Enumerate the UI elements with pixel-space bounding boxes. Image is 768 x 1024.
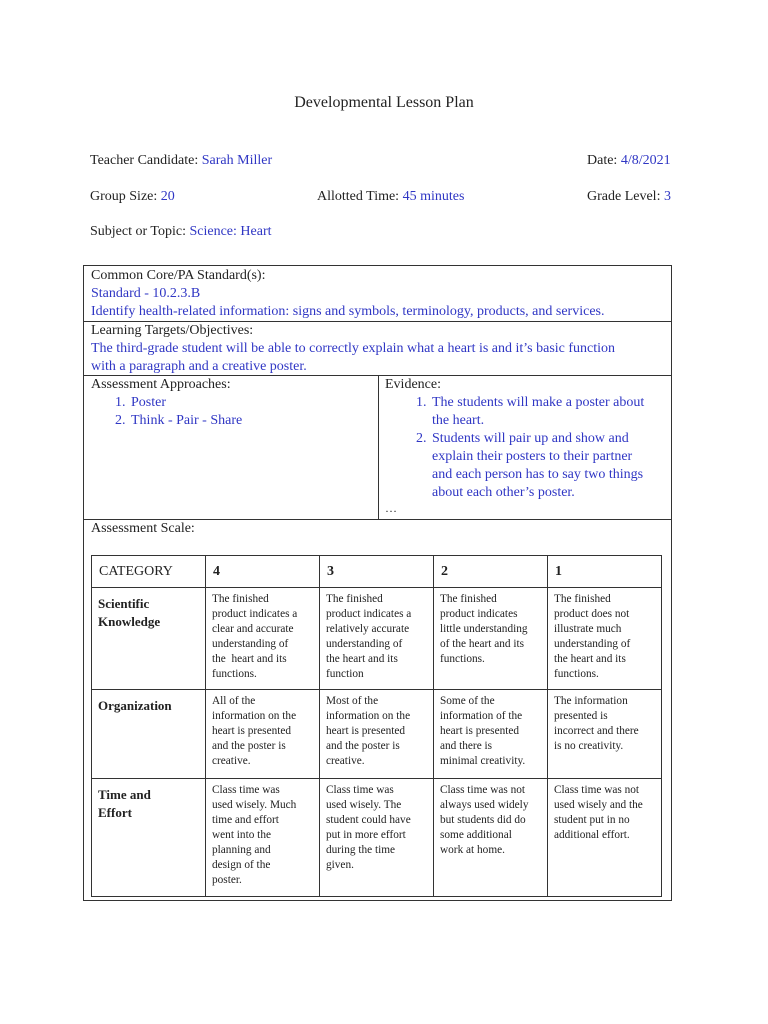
cell-line: student put in no [554, 814, 630, 826]
objectives-line-2: with a paragraph and a creative poster. [91, 359, 307, 374]
evidence-item [430, 430, 670, 502]
cell-line: design of the [212, 859, 271, 871]
assessment-item: 2. Think - Pair - Share [129, 412, 371, 430]
rubric-cell [206, 588, 320, 690]
rubric-category [92, 779, 206, 897]
cell-line: put in more effort [326, 829, 406, 841]
evidence-list [385, 394, 670, 502]
evidence-line: explain their posters to their partner [432, 449, 633, 464]
rubric-header-score: 4 [206, 556, 320, 588]
grade-level-value: 3 [663, 189, 671, 204]
cell-line: product indicates [440, 608, 518, 620]
cell-line: illustrate much [554, 623, 622, 635]
cell-line: during the time [326, 844, 396, 856]
assessment-list [91, 394, 371, 430]
cell-line: Class time was [326, 784, 394, 796]
date-field [587, 153, 671, 169]
cell-line: the heart and its [326, 653, 398, 665]
cell-line: functions. [440, 653, 485, 665]
cell-line: Class time was not [440, 784, 526, 796]
cell-line: functions. [554, 668, 599, 680]
rubric-row [92, 588, 662, 690]
cell-line: information of the [440, 710, 523, 722]
cell-line: minimal creativity. [440, 755, 526, 767]
cell-line: additional effort. [554, 829, 630, 841]
category-line: Knowledge [98, 614, 161, 629]
cell-line: poster. [212, 874, 242, 886]
date-value: 4/8/2021 [620, 153, 671, 168]
cell-line: product does not [554, 608, 630, 620]
rubric-category [92, 588, 206, 690]
standards-label: Common Core/PA Standard(s): [91, 268, 266, 283]
assessment-section [91, 376, 371, 430]
cell-line: and there is [440, 740, 493, 752]
cell-line: time and effort [212, 814, 279, 826]
allotted-time-label: Allotted Time: [317, 189, 400, 204]
cell-line: The finished [440, 593, 497, 605]
cell-line: Class time was [212, 784, 280, 796]
cell-line: heart is presented [212, 725, 292, 737]
evidence-line: and each person has to say two things [432, 467, 644, 482]
cell-line: incorrect and there [554, 725, 639, 737]
assessment-item: 1. Poster [129, 394, 371, 412]
cell-line: information on the [326, 710, 411, 722]
teacher-candidate-label: Teacher Candidate: [90, 153, 199, 168]
standards-section [91, 267, 666, 321]
cell-line: some additional [440, 829, 512, 841]
cell-line: used wisely. The [326, 799, 402, 811]
page-title: Developmental Lesson Plan [294, 94, 474, 111]
cell-line: always used widely [440, 799, 529, 811]
rubric-row [92, 779, 662, 897]
cell-line: given. [326, 859, 354, 871]
group-size-field [90, 189, 175, 205]
cell-line: understanding of [212, 638, 289, 650]
cell-line: used wisely. Much [212, 799, 297, 811]
evidence-item [430, 394, 670, 430]
rubric-cell [206, 690, 320, 779]
cell-line: clear and accurate [212, 623, 294, 635]
subject-value: Science: Heart [189, 224, 272, 239]
cell-line: planning and [212, 844, 271, 856]
cell-line: but students did do [440, 814, 526, 826]
rubric-cell [320, 588, 434, 690]
cell-line: presented is [554, 710, 608, 722]
rubric-header-score: 2 [434, 556, 548, 588]
evidence-line: about each other’s poster. [432, 485, 575, 500]
cell-line: The information [554, 695, 628, 707]
rubric-cell [434, 588, 548, 690]
cell-line: product indicates a [326, 608, 412, 620]
teacher-candidate-field [90, 153, 272, 169]
objectives-line-1: The third-grade student will be able to correctly explain what a heart is and it’s basic function [91, 341, 616, 356]
assessment-label: Assessment Approaches: [91, 377, 231, 392]
rubric-cell [548, 588, 662, 690]
cell-line: creative. [326, 755, 365, 767]
scale-label: Assessment Scale: [91, 521, 195, 536]
cell-line: The finished [212, 593, 269, 605]
divider [378, 375, 379, 519]
rubric-table [91, 555, 662, 897]
cell-line: relatively accurate [326, 623, 410, 635]
cell-line: work at home. [440, 844, 505, 856]
cell-line: Most of the [326, 695, 379, 707]
objectives-section [91, 322, 666, 376]
rubric-cell [434, 690, 548, 779]
cell-line: went into the [212, 829, 271, 841]
cell-line: is no creativity. [554, 740, 624, 752]
lesson-plan-table [83, 265, 672, 901]
cell-line: understanding of [326, 638, 403, 650]
rubric-row [92, 690, 662, 779]
cell-line: heart is presented [440, 725, 520, 737]
cell-line: Class time was not [554, 784, 640, 796]
standards-code: Standard - 10.2.3.B [91, 286, 201, 301]
rubric-cell [548, 690, 662, 779]
rubric-category [92, 690, 206, 779]
cell-line: Some of the [440, 695, 495, 707]
allotted-time-value: 45 minutes [402, 189, 465, 204]
rubric-header-score: 3 [320, 556, 434, 588]
cell-line: function [326, 668, 364, 680]
date-label: Date: [587, 153, 618, 168]
rubric-header-category: CATEGORY [92, 556, 206, 588]
cell-line: and the poster is [326, 740, 400, 752]
cell-line: heart is presented [326, 725, 406, 737]
cell-line: information on the [212, 710, 297, 722]
teacher-candidate-value: Sarah Miller [201, 153, 273, 168]
cell-line: product indicates a [212, 608, 298, 620]
cell-line: little understanding [440, 623, 528, 635]
cell-line: functions. [212, 668, 257, 680]
rubric-cell [548, 779, 662, 897]
evidence-line: the heart. [432, 413, 485, 428]
cell-line: The finished [326, 593, 383, 605]
allotted-time-field [317, 189, 464, 205]
rubric-cell [320, 690, 434, 779]
cell-line: used wisely and the [554, 799, 643, 811]
evidence-trailing: … [385, 501, 397, 515]
subject-label: Subject or Topic: [90, 224, 186, 239]
cell-line: understanding of [554, 638, 631, 650]
category-line: Effort [98, 805, 132, 820]
cell-line: the heart and its [212, 653, 287, 665]
category-line: Organization [98, 698, 172, 713]
cell-line: of the heart and its [440, 638, 525, 650]
cell-line: All of the [212, 695, 256, 707]
category-line: Scientific [98, 596, 150, 611]
cell-line: the heart and its [554, 653, 626, 665]
standards-description: Identify health-related information: signs and symbols, terminology, products, and services. [91, 304, 605, 319]
group-size-label: Group Size: [90, 189, 158, 204]
rubric-header-row [92, 556, 662, 588]
evidence-line: 2. Students will pair up and show and [432, 431, 629, 446]
evidence-section [385, 376, 670, 514]
evidence-label: Evidence: [385, 377, 441, 392]
category-line: Time and [98, 787, 151, 802]
cell-line: The finished [554, 593, 611, 605]
rubric-cell [320, 779, 434, 897]
rubric-header-score: 1 [548, 556, 662, 588]
cell-line: student could have [326, 814, 411, 826]
grade-level-field [587, 189, 671, 205]
objectives-label: Learning Targets/Objectives: [91, 323, 254, 338]
subject-field [90, 224, 272, 240]
group-size-value: 20 [160, 189, 175, 204]
grade-level-label: Grade Level: [587, 189, 661, 204]
cell-line: and the poster is [212, 740, 286, 752]
rubric-cell [434, 779, 548, 897]
cell-line: creative. [212, 755, 251, 767]
rubric-cell [206, 779, 320, 897]
evidence-line: 1. The students will make a poster about [432, 395, 645, 410]
